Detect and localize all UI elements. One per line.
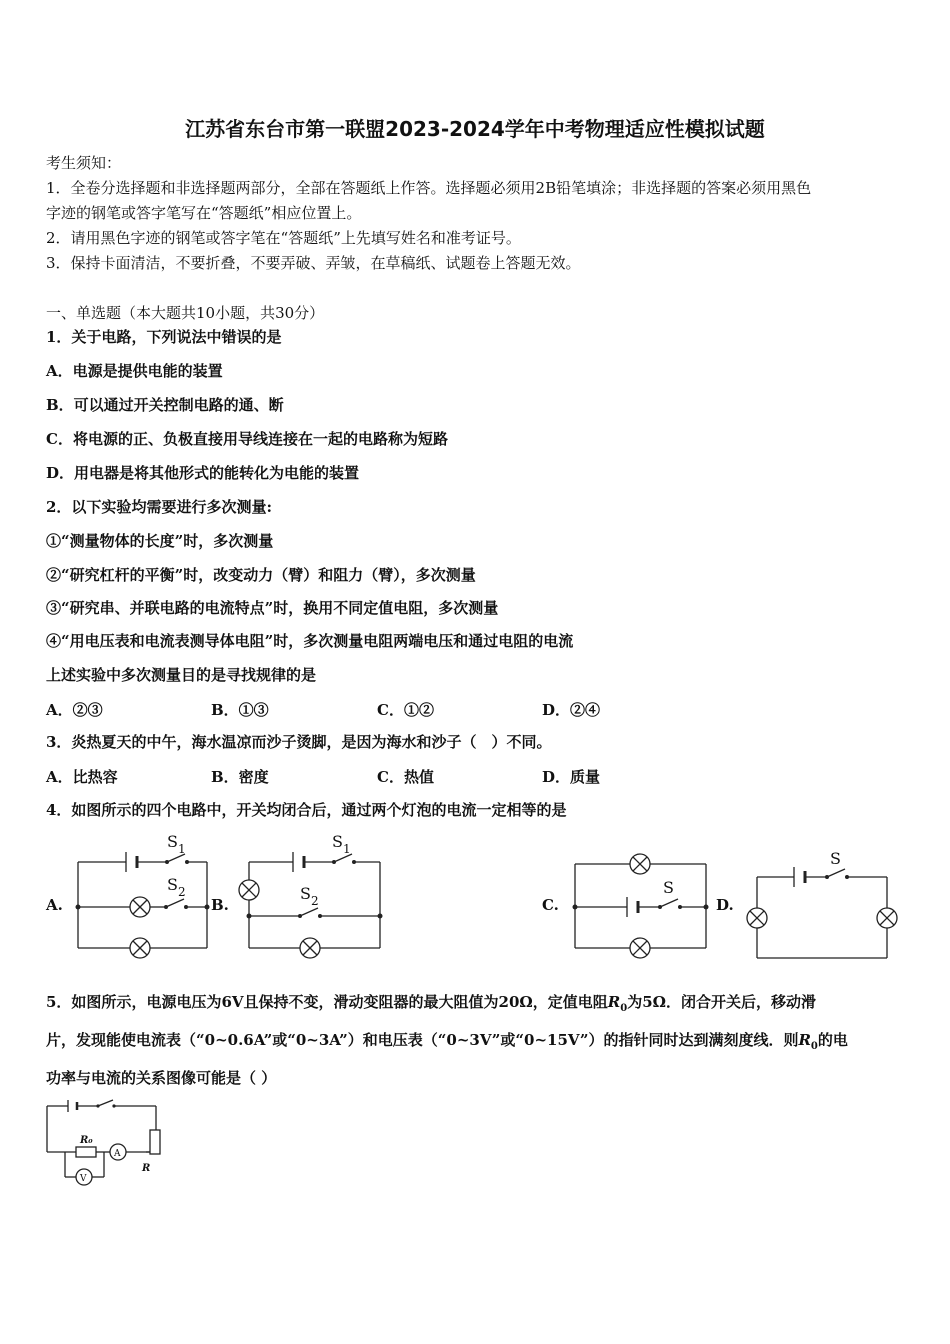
q2-option-d: D．②④ — [542, 701, 601, 719]
q5-circuit-wires — [47, 1106, 156, 1177]
q1-option-c: C．将电源的正、负极直接用导线连接在一起的电路称为短路 — [46, 430, 448, 448]
q4-label-a: A. — [46, 896, 63, 914]
q3-option-c: C．热值 — [377, 768, 434, 786]
q5-line-3: 功率与电流的关系图像可能是（ ） — [46, 1069, 277, 1087]
q4-label-d: D. — [716, 896, 734, 914]
switch-subscript: 1 — [178, 842, 186, 856]
switch-subscript: 2 — [178, 885, 186, 899]
q3-option-b: B．密度 — [211, 768, 269, 786]
switch-subscript: 2 — [311, 894, 319, 908]
switch-icon — [96, 1100, 115, 1108]
q1-option-a: A．电源是提供电能的装置 — [46, 362, 223, 380]
q1-option-d: D．用电器是将其他形式的能转化为电能的装置 — [46, 464, 360, 482]
battery-icon — [68, 1100, 77, 1112]
r0-label: R₀ — [80, 1135, 93, 1146]
q2-question: 上述实验中多次测量目的是寻找规律的是 — [46, 666, 317, 684]
notice-heading: 考生须知： — [46, 154, 122, 172]
q5-line-2-pre: 片，发现能使电流表（“0~0.6A”或“0~3A”）和电压表（“0~3V”或“0~15V”）的指针同时达到满刻度线．则 — [46, 1031, 799, 1049]
switch-label: S — [167, 832, 178, 851]
notice-item-1-line-1: 1．全卷分选择题和非选择题两部分，全部在答题纸上作答。选择题必须用2B铅笔填涂；非选择题的答案必须用黑色 — [46, 179, 812, 197]
q2-option-c: C．①② — [377, 701, 434, 719]
rheostat-label: R — [142, 1163, 151, 1174]
switch-subscript: 1 — [343, 842, 351, 856]
q1-option-b: B．可以通过开关控制电路的通、断 — [46, 396, 284, 414]
notice-item-3: 3．保持卡面清洁，不要折叠，不要弄破、弄皱，在草稿纸、试题卷上答题无效。 — [46, 254, 581, 272]
r0-subscript: 0 — [620, 1003, 628, 1014]
page-title: 江苏省东台市第一联盟2023-2024学年中考物理适应性模拟试题 — [185, 117, 765, 141]
q3-option-d: D．质量 — [542, 768, 601, 786]
r0-subscript: 0 — [810, 1041, 818, 1052]
q4-stem: 4．如图所示的四个电路中，开关均闭合后，通过两个灯泡的电流一定相等的是 — [46, 801, 567, 819]
section-heading: 一、单选题（本大题共10小题，共30分） — [46, 304, 325, 322]
q4-label-c: C. — [542, 896, 559, 914]
q2-statement-1: ①“测量物体的长度”时，多次测量 — [46, 532, 274, 550]
resistor-r0-icon — [76, 1147, 96, 1157]
q2-statement-3: ③“研究串、并联电路的电流特点”时，换用不同定值电阻，多次测量 — [46, 599, 499, 617]
q1-stem: 1．关于电路，下列说法中错误的是 — [46, 328, 282, 346]
switch-label: S — [167, 875, 178, 894]
ammeter-label: A — [114, 1149, 121, 1159]
q3-option-a: A．比热容 — [46, 768, 118, 786]
r0-symbol: R — [607, 993, 621, 1011]
q5-line-1-post: 为5Ω．闭合开关后，移动滑 — [627, 993, 816, 1011]
q4-label-b: B. — [211, 896, 229, 914]
switch-label: S — [663, 878, 674, 897]
r0-symbol: R — [798, 1031, 811, 1049]
q2-option-b: B．①③ — [211, 701, 269, 719]
q5-line-2-post: 的电 — [817, 1031, 848, 1049]
q5-line-1-pre: 5．如图所示，电源电压为6V且保持不变，滑动变阻器的最大阻值为20Ω，定值电阻 — [46, 993, 608, 1011]
notice-item-1-line-2: 字迹的钢笔或答字笔写在“答题纸”相应位置上。 — [46, 204, 362, 222]
q2-statement-2: ②“研究杠杆的平衡”时，改变动力（臂）和阻力（臂），多次测量 — [46, 566, 476, 584]
switch-label: S — [830, 849, 841, 868]
notice-item-2: 2．请用黑色字迹的钢笔或答字笔在“答题纸”上先填写姓名和准考证号。 — [46, 229, 521, 247]
rheostat-icon — [146, 1130, 160, 1154]
q2-option-a: A．②③ — [46, 701, 103, 719]
q2-stem: 2．以下实验均需要进行多次测量: — [46, 498, 272, 516]
voltmeter-label: V — [80, 1174, 87, 1184]
switch-label: S — [332, 832, 343, 851]
q2-statement-4: ④“用电压表和电流表测导体电阻”时，多次测量电阻两端电压和通过电阻的电流 — [46, 632, 574, 650]
q3-stem: 3．炎热夏天的中午，海水温凉而沙子烫脚，是因为海水和沙子（ ）不同。 — [46, 733, 552, 751]
switch-label: S — [300, 884, 311, 903]
